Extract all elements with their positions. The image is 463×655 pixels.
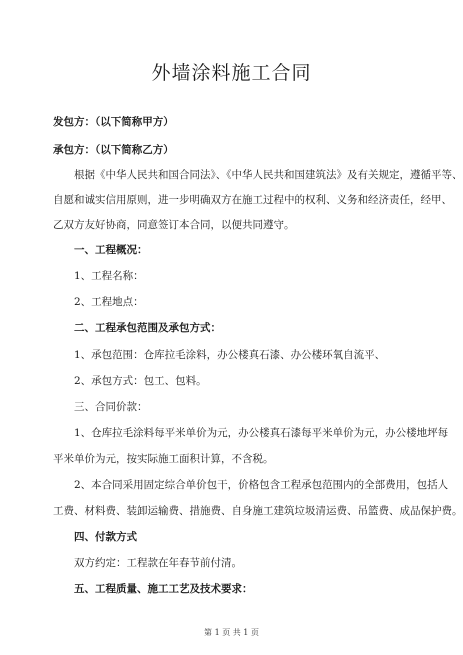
party-b-label: 承包方：（以下简称乙方） [53,144,174,156]
section1-item-1: 1、工程名称： [74,270,144,282]
section4-heading: 四、付款方式 [74,531,137,543]
section3-heading: 三、合同价款： [74,401,148,413]
section4-text: 双方约定：工程款在年春节前付清。 [74,557,242,569]
section1-item-2: 2、工程地点： [74,296,144,308]
document-title: 外墙涂料施工合同 [151,62,312,84]
intro-line-1: 根据《中华人民共和国合同法》、《中华人民共和国建筑法》及有关规定，遵循平等、 [74,169,463,181]
section3-item1-line-2: 平米单价为元，按实际施工面积计算，不含税。 [53,453,274,465]
section1-heading: 一、工程概况： [74,244,148,256]
section2-heading: 二、工程承包范围及承包方式： [74,322,221,334]
section3-item1-line-1: 1、仓库拉毛涂料每平米单价为元，办公楼真石漆每平米单价为元，办公楼地坪每 [74,427,449,439]
party-a-label: 发包方：（以下简称甲方） [53,116,174,128]
section5-heading: 五、工程质量、施工工艺及技术要求： [74,583,253,595]
section2-item-2: 2、承包方式：包工、包料。 [74,375,207,387]
intro-line-2: 自愿和诚实信用原则，进一步明确双方在施工过程中的权利、义务和经济责任，经甲、 [53,194,452,206]
section3-item2-line-2: 工费、材料费、装卸运输费、措施费、自身施工建筑垃圾清运费、吊篮费、成品保护费。 [53,505,463,517]
section3-item2-line-1: 2、本合同采用固定综合单价包干，价格包含工程承包范围内的全部费用，包括人 [74,479,449,491]
intro-line-3: 乙双方友好协商，同意签订本合同，以便共同遵守。 [53,219,295,231]
section2-item-1: 1、承包范围：仓库拉毛涂料，办公楼真石漆、办公楼环氧自流平、 [74,349,386,361]
page-footer: 第 1 页 共 1 页 [204,628,259,637]
